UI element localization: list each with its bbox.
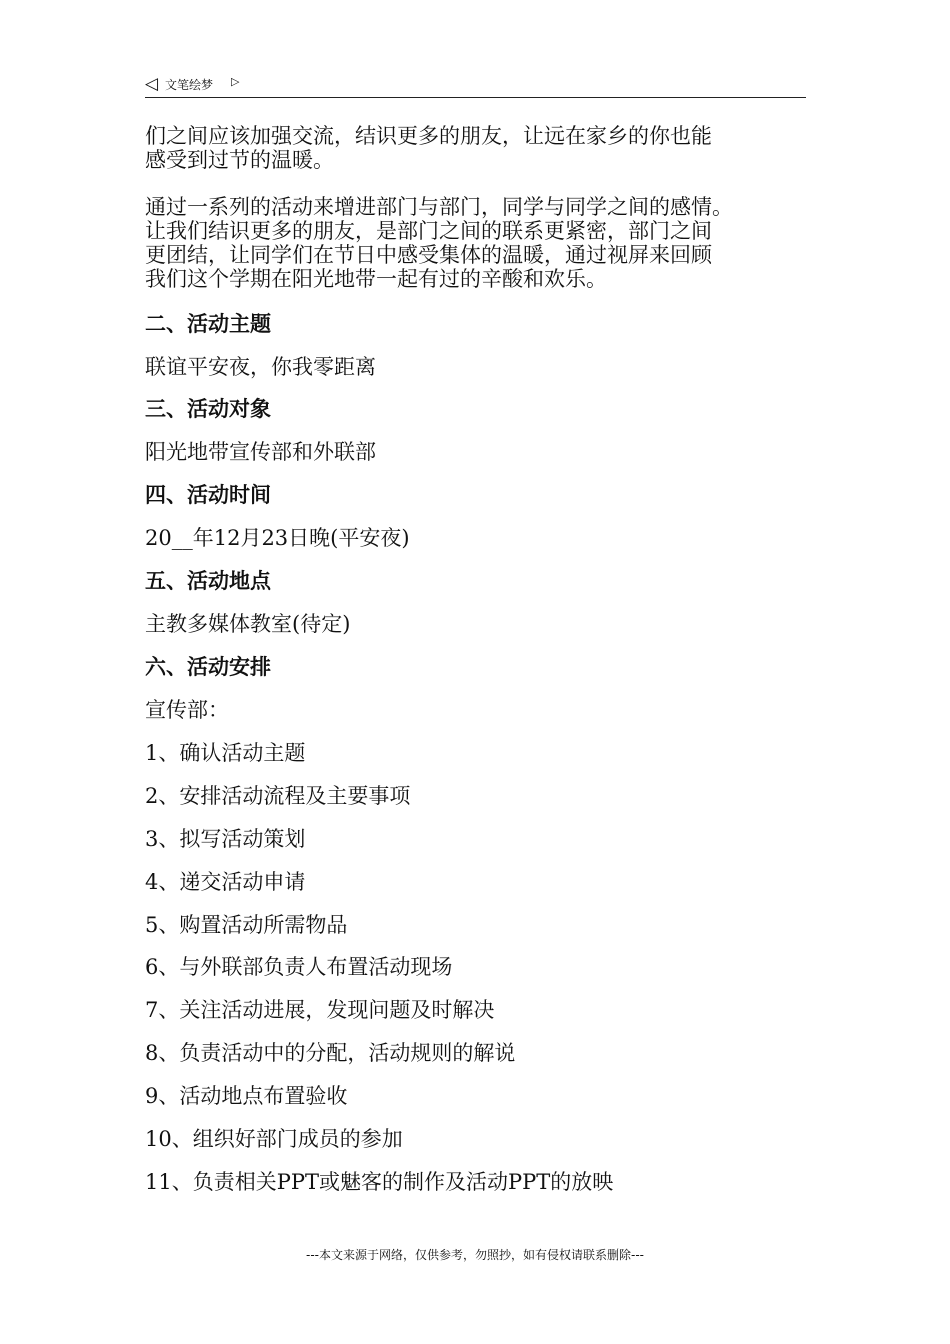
task-item: 10、组织好部门成员的参加	[145, 1127, 403, 1151]
page-header	[145, 72, 806, 98]
task-item: 3、拟写活动策划	[145, 827, 306, 851]
task-item: 8、负责活动中的分配，活动规则的解说	[145, 1041, 516, 1065]
intro-line: 们之间应该加强交流，结识更多的朋友，让远在家乡的你也能	[145, 124, 712, 148]
task-item: 7、关注活动进展，发现问题及时解决	[145, 998, 495, 1022]
purpose-line: 我们这个学期在阳光地带一起有过的辛酸和欢乐。	[145, 267, 607, 291]
purpose-line: 让我们结识更多的朋友，是部门之间的联系更紧密，部门之间	[145, 219, 712, 243]
task-item: 5、购置活动所需物品	[145, 913, 348, 937]
heading-theme: 二、活动主题	[145, 312, 271, 336]
target-content: 阳光地带宣传部和外联部	[145, 440, 376, 464]
task-item: 6、与外联部负责人布置活动现场	[145, 955, 453, 979]
task-item: 2、安排活动流程及主要事项	[145, 784, 411, 808]
task-item: 1、确认活动主题	[145, 741, 306, 765]
purpose-line: 更团结，让同学们在节日中感受集体的温暖，通过视屏来回顾	[145, 243, 712, 267]
heading-time: 四、活动时间	[145, 483, 271, 507]
arrangement-subheading: 宣传部：	[145, 698, 229, 722]
task-item: 11、负责相关PPT或魅客的制作及活动PPT的放映	[145, 1170, 614, 1194]
time-content: 20__年12月23日晚(平安夜)	[145, 526, 410, 550]
heading-location: 五、活动地点	[145, 569, 271, 593]
heading-arrangement: 六、活动安排	[145, 655, 271, 679]
footer-disclaimer: ---本文来源于网络，仅供参考，勿照抄，如有侵权请联系删除---	[306, 1248, 644, 1262]
intro-paragraph	[145, 124, 810, 172]
location-content: 主教多媒体教室(待定)	[145, 612, 351, 636]
task-item: 4、递交活动申请	[145, 870, 306, 894]
heading-target: 三、活动对象	[145, 397, 271, 421]
purpose-paragraph	[145, 195, 810, 291]
purpose-line: 通过一系列的活动来增进部门与部门，同学与同学之间的感情。	[145, 195, 733, 219]
right-triangle-icon: ▷	[231, 75, 240, 88]
task-item: 9、活动地点布置验收	[145, 1084, 348, 1108]
theme-content: 联谊平安夜，你我零距离	[145, 355, 376, 379]
intro-line: 感受到过节的温暖。	[145, 148, 334, 172]
left-triangle-icon: ◁	[145, 74, 159, 94]
header-title: 文笔绘梦	[165, 78, 214, 92]
